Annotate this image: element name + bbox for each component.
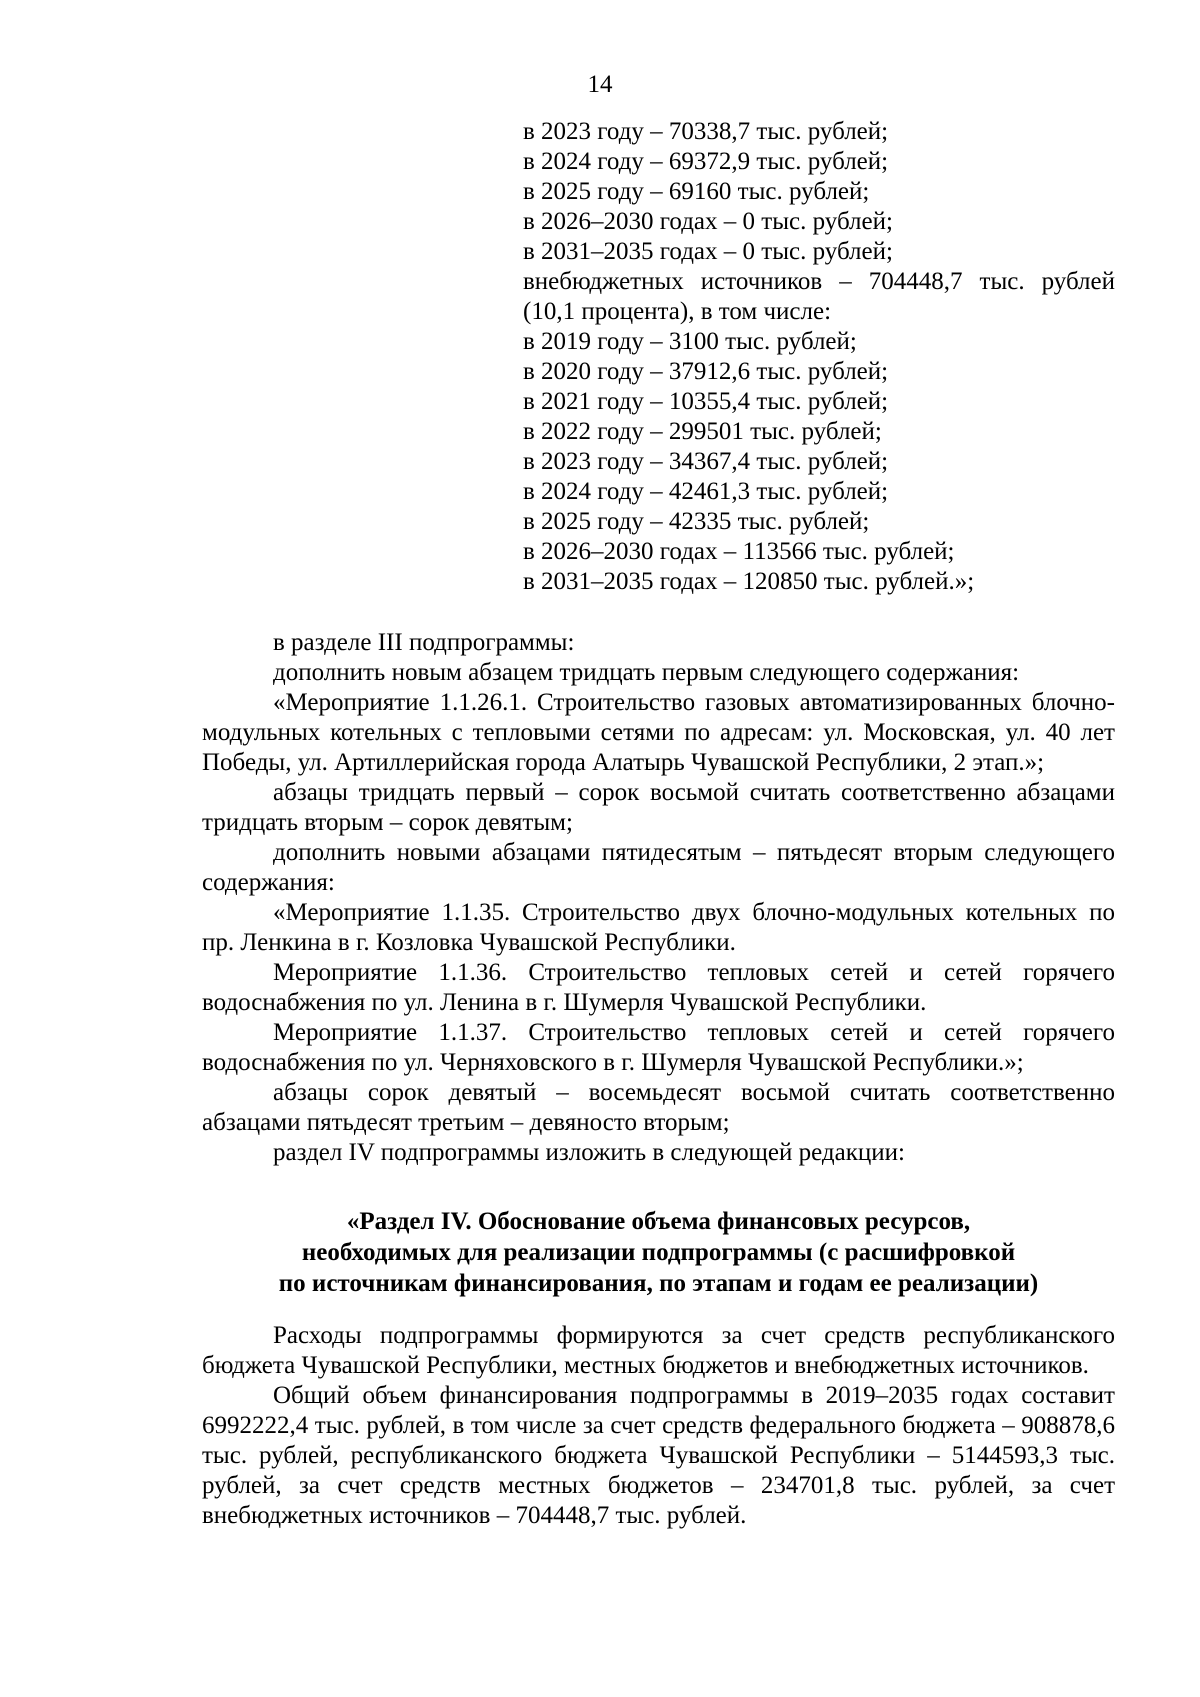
section-heading: [202, 1206, 1115, 1299]
funding-line: в 2021 году – 10355,4 тыс. рублей;: [523, 388, 889, 415]
funding-line: (10,1 процента), в том числе:: [523, 298, 832, 325]
funding-line-extrabudgetary: внебюджетных источников – 704448,7 тыс. рублей: [523, 268, 1115, 295]
page-number: 14: [587, 71, 613, 98]
funding-line: в 2023 году – 34367,4 тыс. рублей;: [523, 448, 889, 475]
section-heading-line: по источникам финансирования, по этапам и годам ее реализации): [278, 1270, 1039, 1297]
funding-line: в 2020 году – 37912,6 тыс. рублей;: [523, 358, 889, 385]
paragraph: абзацы тридцать первый – сорок восьмой считать соответственно абзацами тридцать вторым – сорок девятым;: [202, 779, 1115, 836]
amendments-text: [202, 628, 1115, 1168]
funding-line: в 2031–2035 годах – 120850 тыс. рублей.»;: [523, 568, 975, 595]
section-heading-line: необходимых для реализации подпрограммы (с расшифровкой: [301, 1239, 1016, 1266]
paragraph: дополнить новыми абзацами пятидесятым – пятьдесят вторым следующего содержания:: [202, 839, 1115, 896]
funding-line: в 2031–2035 годах – 0 тыс. рублей;: [523, 238, 893, 265]
funding-breakdown-list: [523, 117, 1115, 597]
funding-line: в 2022 году – 299501 тыс. рублей;: [523, 418, 882, 445]
paragraph: «Мероприятие 1.1.26.1. Строительство газовых автоматизированных блочно-модульных котельных с тепловыми сетями по адресам: ул. Московская, ул. 40 лет Победы, ул. Артиллерийская города Алатырь Чувашской Республики, 2 этап.»;: [202, 689, 1115, 776]
funding-line: в 2019 году – 3100 тыс. рублей;: [523, 328, 857, 355]
funding-line: в 2023 году – 70338,7 тыс. рублей;: [523, 118, 889, 145]
funding-line: в 2026–2030 годах – 0 тыс. рублей;: [523, 208, 893, 235]
funding-line: в 2024 году – 69372,9 тыс. рублей;: [523, 148, 889, 175]
funding-line: в 2026–2030 годах – 113566 тыс. рублей;: [523, 538, 955, 565]
paragraph: Общий объем финансирования подпрограммы в 2019–2035 годах составит 6992222,4 тыс. рублей, в том числе за счет средств федерального бюджета – 908878,6 тыс. рублей, республиканского бюджета Чувашской Республики – 5144593,3 тыс. рублей, за счет средств местных бюджетов – 234701,8 тыс. рублей, за счет внебюджетных источников – 704448,7 тыс. рублей.: [202, 1382, 1115, 1529]
section-body: [202, 1321, 1115, 1531]
paragraph: Расходы подпрограммы формируются за счет средств республиканского бюджета Чувашской Республики, местных бюджетов и внебюджетных источников.: [202, 1322, 1115, 1379]
paragraph: «Мероприятие 1.1.35. Строительство двух блочно-модульных котельных по пр. Ленкина в г. Козловка Чувашской Республики.: [202, 899, 1115, 956]
paragraph: Мероприятие 1.1.37. Строительство тепловых сетей и сетей горячего водоснабжения по ул. Черняховского в г. Шумерля Чувашской Республики.»;: [202, 1019, 1115, 1076]
paragraph: Мероприятие 1.1.36. Строительство тепловых сетей и сетей горячего водоснабжения по ул. Ленина в г. Шумерля Чувашской Республики.: [202, 959, 1115, 1016]
paragraph: раздел IV подпрограммы изложить в следующей редакции:: [273, 1139, 905, 1166]
funding-line: в 2024 году – 42461,3 тыс. рублей;: [523, 478, 889, 505]
funding-line: в 2025 году – 42335 тыс. рублей;: [523, 508, 870, 535]
funding-line: в 2025 году – 69160 тыс. рублей;: [523, 178, 870, 205]
section-heading-line: «Раздел IV. Обоснование объема финансовых ресурсов,: [346, 1208, 971, 1235]
paragraph: абзацы сорок девятый – восемьдесят восьмой считать соответственно абзацами пятьдесят третьим – девяносто вторым;: [202, 1079, 1115, 1136]
paragraph: дополнить новым абзацем тридцать первым следующего содержания:: [273, 659, 1020, 686]
paragraph: в разделе III подпрограммы:: [273, 629, 575, 656]
